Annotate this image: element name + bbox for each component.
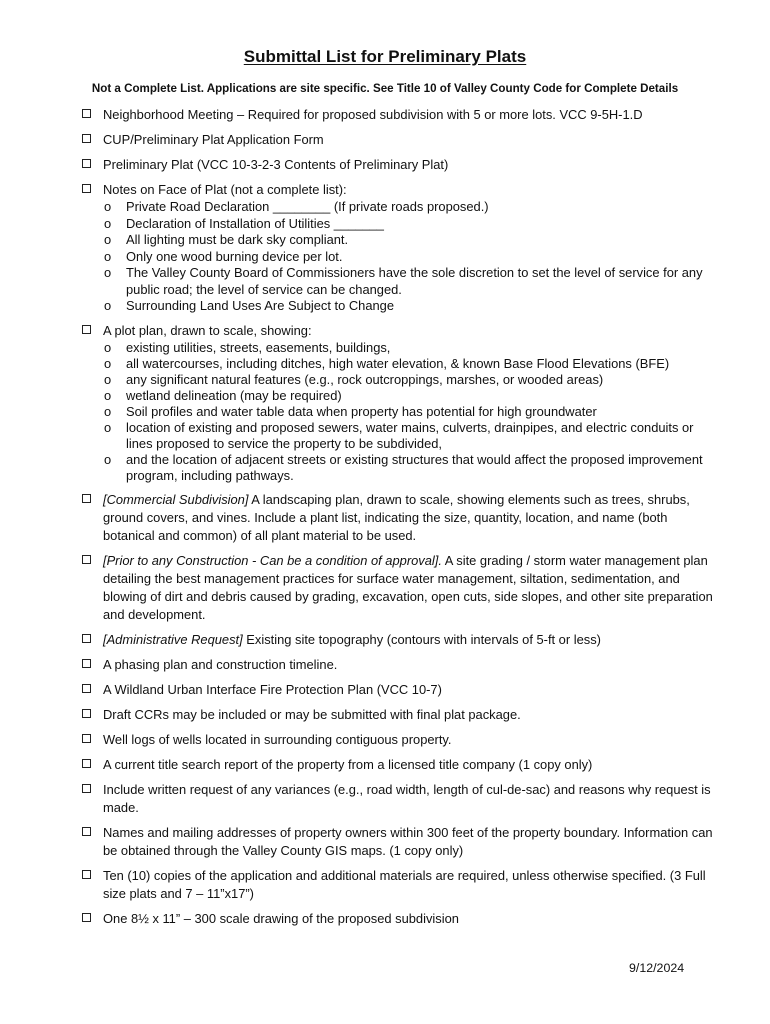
sub-list-item: o Soil profiles and water table data when property has potential for high groundwater (104, 403, 597, 419)
item-text: A phasing plan and construction timeline. (103, 656, 338, 672)
sub-list-item: o all watercourses, including ditches, high water elevation, & known Base Flood Elevations (BFE) (104, 355, 670, 371)
checklist-item (81, 867, 721, 903)
sub-list-item: o Declaration of Installation of Utilities _______ (104, 215, 384, 231)
checkbox-icon[interactable] (82, 659, 91, 668)
item-text: CUP/Preliminary Plat Application Form (103, 132, 324, 147)
document-date: 9/12/2024 (629, 961, 685, 975)
checklist-item (81, 131, 721, 149)
checklist-item (81, 156, 721, 174)
checkbox-icon[interactable] (82, 684, 91, 693)
sub-list-item: o any significant natural features (e.g., rock outcroppings, marshes, or wooded areas) (104, 371, 604, 387)
item-text: Neighborhood Meeting – Required for proposed subdivision with 5 or more lots. VCC 9-5H-1.D (103, 107, 643, 122)
item-text: Names and mailing addresses of property owners within 300 feet of the property boundary. Information can be obtained through the Valley County GIS maps. (1 copy only) (103, 824, 713, 858)
checklist-item (81, 552, 721, 624)
sub-list-item: o Only one wood burning device per lot. (104, 248, 343, 264)
submittal-checklist (81, 106, 721, 928)
checklist-item (81, 656, 721, 674)
bullet-icon: o (104, 419, 112, 435)
checklist-item (81, 631, 721, 649)
bullet-icon: o (104, 232, 112, 247)
sub-list (103, 199, 721, 315)
checkbox-icon[interactable] (82, 827, 91, 836)
item-text: A site grading / storm water management plan detailing the best management practices for surface water management, siltation, sedimentation, and blowing of dirt and debris caused by grading, excavation, open cuts, side slopes, and other site preparation and development. (103, 552, 713, 622)
bullet-icon: o (104, 215, 112, 231)
checkbox-icon[interactable] (82, 325, 91, 334)
bullet-icon: o (104, 371, 112, 387)
item-prefix: [Administrative Request] (103, 631, 243, 647)
checklist-item (81, 910, 721, 928)
item-text: Notes on Face of Plat (not a complete list): (103, 182, 347, 197)
item-text: A Wildland Urban Interface Fire Protection Plan (VCC 10-7) (103, 681, 442, 697)
checklist-item (81, 491, 721, 545)
checkbox-icon[interactable] (82, 709, 91, 718)
checklist-item (81, 181, 721, 315)
bullet-icon: o (104, 403, 112, 419)
item-text: A plot plan, drawn to scale, showing: (103, 322, 312, 338)
item-text: Ten (10) copies of the application and additional materials are required, unless otherwise specified. (3 Full size plats and 7 – 11”x17”) (103, 867, 706, 901)
checkbox-icon[interactable] (82, 555, 91, 564)
checkbox-icon[interactable] (82, 184, 91, 193)
checklist-item (81, 824, 721, 860)
bullet-icon: o (104, 339, 112, 355)
sub-list (103, 340, 721, 484)
checklist-item (81, 756, 721, 774)
sub-list-item: o Surrounding Land Uses Are Subject to Change (104, 298, 395, 313)
checkbox-icon[interactable] (82, 734, 91, 743)
checkbox-icon[interactable] (82, 494, 91, 503)
sub-list-item: o location of existing and proposed sewers, water mains, culverts, drainpipes, and electric conduits or lines proposed to service the property to be subdivided, (104, 419, 694, 451)
bullet-icon: o (104, 451, 112, 467)
sub-list-item: o Private Road Declaration ________ (If private roads proposed.) (104, 199, 489, 214)
checklist-item (81, 781, 721, 817)
item-text: Include written request of any variances (e.g., road width, length of cul-de-sac) and reasons why request is made. (103, 781, 711, 815)
checklist-item (81, 731, 721, 749)
item-text: Preliminary Plat (VCC 10-3-2-3 Contents of Preliminary Plat) (103, 157, 449, 172)
item-text: Existing site topography (contours with intervals of 5-ft or less) (242, 631, 601, 647)
bullet-icon: o (104, 265, 112, 280)
sub-list-item: o All lighting must be dark sky compliant. (104, 232, 349, 247)
checklist-item (81, 706, 721, 724)
item-prefix: [Commercial Subdivision] (103, 491, 249, 507)
sub-list-item: o wetland delineation (may be required) (104, 387, 342, 403)
bullet-icon: o (104, 248, 112, 264)
bullet-icon: o (104, 387, 112, 403)
item-text: A landscaping plan, drawn to scale, showing elements such as trees, shrubs, ground covers, and vines. Include a plant list, indicating the size, quantity, location, and name (both botanical and common) of all plant material to be used. (103, 491, 690, 543)
document-subtitle: Not a Complete List. Applications are site specific. See Title 10 of Valley County Code for Complete Details (91, 82, 679, 95)
sub-list-item: o The Valley County Board of Commissioners have the sole discretion to set the level of service for any public road; the level of service can be changed. (104, 265, 703, 297)
checkbox-icon[interactable] (82, 159, 91, 168)
checkbox-icon[interactable] (82, 634, 91, 643)
item-prefix: [Prior to any Construction - Can be a condition of approval]. (103, 552, 442, 568)
checkbox-icon[interactable] (82, 759, 91, 768)
item-text: Draft CCRs may be included or may be submitted with final plat package. (103, 706, 521, 722)
bullet-icon: o (104, 355, 112, 371)
item-text: One 8½ x 11” – 300 scale drawing of the proposed subdivision (103, 910, 459, 926)
sub-list-item: o existing utilities, streets, easements, buildings, (104, 339, 391, 355)
checkbox-icon[interactable] (82, 870, 91, 879)
bullet-icon: o (104, 298, 112, 313)
checkbox-icon[interactable] (82, 784, 91, 793)
checklist-item (81, 106, 721, 124)
document-title: Submittal List for Preliminary Plats (243, 47, 527, 66)
checkbox-icon[interactable] (82, 134, 91, 143)
item-text: Well logs of wells located in surrounding contiguous property. (103, 731, 452, 747)
checkbox-icon[interactable] (82, 109, 91, 118)
checklist-item (81, 681, 721, 699)
checkbox-icon[interactable] (82, 913, 91, 922)
item-text: A current title search report of the property from a licensed title company (1 copy only) (103, 756, 593, 772)
sub-list-item: o and the location of adjacent streets or existing structures that would affect the proposed improvement program, including pathways. (104, 451, 703, 483)
checklist-item (81, 322, 721, 484)
bullet-icon: o (104, 199, 112, 214)
